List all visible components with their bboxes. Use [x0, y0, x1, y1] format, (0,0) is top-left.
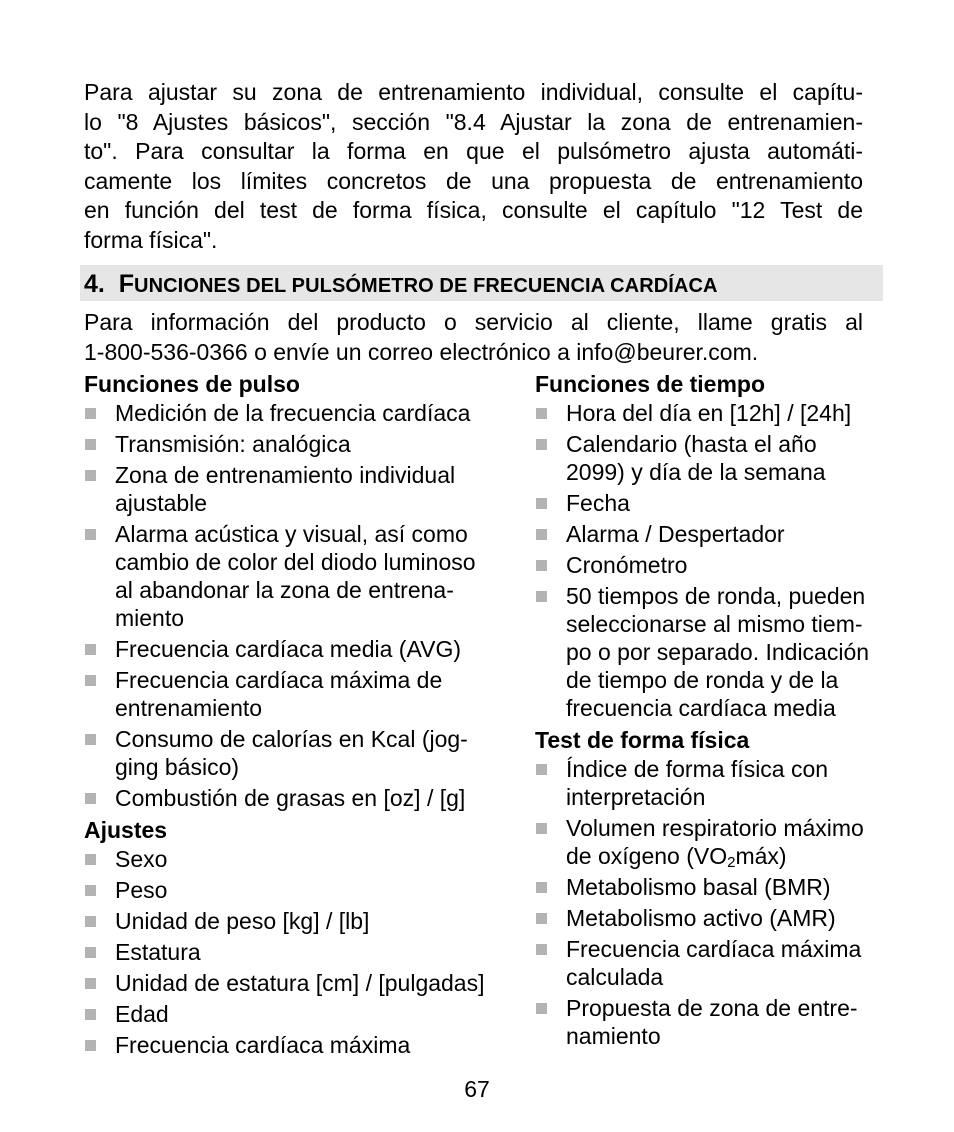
- section-heading: [84, 268, 718, 302]
- list-item-text: Unidad de peso [kg] / [lb]: [115, 908, 370, 934]
- section-title-initial: F: [118, 270, 135, 298]
- list-item: [535, 489, 895, 517]
- list-item-text: Zona de entrenamiento individual: [115, 462, 456, 488]
- intro-line: to". Para consultar la forma en que el pulsómetro ajusta automáti-: [84, 138, 863, 164]
- square-bullet-icon: [85, 885, 96, 896]
- square-bullet-icon: [536, 591, 547, 602]
- list-item-text: Frecuencia cardíaca media (AVG): [115, 636, 461, 662]
- square-bullet-icon: [85, 947, 96, 958]
- square-bullet-icon: [536, 764, 547, 775]
- vo2-subscript: 2: [727, 854, 736, 871]
- contact-line: 1-800-536-0366 o envíe un correo electrónico a info@beurer.com.: [84, 339, 759, 365]
- square-bullet-icon: [85, 793, 96, 804]
- list-item-text: Edad: [115, 1001, 169, 1027]
- list-item-text: Calendario (hasta el año: [566, 431, 817, 457]
- square-bullet-icon: [536, 882, 547, 893]
- list-item-text: namiento: [566, 1023, 661, 1049]
- square-bullet-icon: [536, 560, 547, 571]
- list-item: [84, 907, 514, 935]
- list-item-text: po o por separado. Indicación: [566, 639, 870, 665]
- list-item-text: cambio de color del diodo luminoso: [115, 549, 476, 575]
- list-item-text: Metabolismo basal (BMR): [566, 874, 831, 900]
- list-item-text: frecuencia cardíaca media: [566, 695, 836, 721]
- intro-line: Para ajustar su zona de entrenamiento individual, consulte el capítu-: [84, 79, 863, 105]
- list-item-text: Fecha: [566, 490, 630, 516]
- list-item: [535, 935, 895, 991]
- time-functions-title: Funciones de tiempo: [535, 371, 766, 397]
- list-item: [535, 873, 895, 901]
- list-item-text: al abandonar la zona de entrena-: [115, 577, 454, 603]
- list-item: [535, 551, 895, 579]
- square-bullet-icon: [85, 916, 96, 927]
- list-item: [84, 430, 514, 458]
- fitness-test-list: [535, 755, 895, 1050]
- list-item: [84, 666, 514, 722]
- list-item: [84, 635, 514, 663]
- square-bullet-icon: [536, 913, 547, 924]
- square-bullet-icon: [85, 644, 96, 655]
- square-bullet-icon: [536, 498, 547, 509]
- square-bullet-icon: [536, 944, 547, 955]
- list-item: [535, 399, 895, 427]
- settings-list: [84, 845, 514, 1059]
- square-bullet-icon: [85, 1040, 96, 1051]
- vo2-prefix: de oxígeno (VO: [566, 843, 728, 869]
- intro-line: lo "8 Ajustes básicos", sección "8.4 Ajustar la zona de entrenamien-: [84, 108, 863, 135]
- list-item-text: Volumen respiratorio máximo: [566, 815, 864, 841]
- list-item: [84, 938, 514, 966]
- square-bullet-icon: [85, 978, 96, 989]
- intro-line: en función del test de forma física, consulte el capítulo "12 Test de: [84, 197, 863, 223]
- list-item-text: Medición de la frecuencia cardíaca: [115, 400, 471, 426]
- intro-line: forma física".: [84, 226, 218, 253]
- fitness-test-title: Test de forma física: [535, 727, 750, 753]
- list-item-text: ajustable: [115, 490, 208, 516]
- square-bullet-icon: [85, 675, 96, 686]
- list-item-text: Frecuencia cardíaca máxima: [566, 936, 862, 962]
- intro-line: camente los límites concretos de una propuesta de entrenamiento: [84, 167, 863, 194]
- intro-paragraph: [84, 78, 863, 255]
- square-bullet-icon: [536, 408, 547, 419]
- list-item-text: Frecuencia cardíaca máxima de: [115, 667, 443, 693]
- page-number: 67: [464, 1076, 490, 1102]
- contact-paragraph: [84, 307, 863, 367]
- list-item-text: ging básico): [115, 754, 240, 780]
- list-item-text: Propuesta de zona de entre-: [566, 995, 858, 1021]
- list-item-text: 50 tiempos de ronda, pueden: [566, 583, 866, 609]
- list-item-text: seleccionarse al mismo tiem-: [566, 611, 863, 637]
- square-bullet-icon: [536, 1003, 547, 1014]
- vo2-suffix: máx): [735, 843, 787, 869]
- square-bullet-icon: [85, 470, 96, 481]
- list-item: [535, 582, 895, 722]
- list-item: [84, 1000, 514, 1028]
- list-item-text: Índice de forma física con: [566, 756, 829, 782]
- section-title-rest: UNCIONES DEL PULSÓMETRO DE FRECUENCIA CARDÍACA: [134, 275, 718, 297]
- list-item-text: Cronómetro: [566, 552, 688, 578]
- list-item: [84, 520, 514, 632]
- list-item-text: Transmisión: analógica: [115, 431, 351, 457]
- list-item-text: Unidad de estatura [cm] / [pulgadas]: [115, 970, 485, 996]
- square-bullet-icon: [85, 529, 96, 540]
- list-item-text: Estatura: [115, 939, 201, 965]
- list-item-text: Peso: [115, 877, 168, 903]
- time-functions-list: [535, 399, 895, 722]
- square-bullet-icon: [536, 823, 547, 834]
- list-item: [84, 1031, 514, 1059]
- contact-line: Para información del producto o servicio al cliente, llame gratis al: [84, 309, 863, 335]
- list-item-text: Alarma acústica y visual, así como: [115, 521, 468, 547]
- list-item: [84, 845, 514, 873]
- list-item-text: Consumo de calorías en Kcal (jog-: [115, 726, 468, 752]
- square-bullet-icon: [536, 529, 547, 540]
- square-bullet-icon: [85, 439, 96, 450]
- left-column: [84, 369, 514, 1062]
- settings-title: Ajustes: [84, 817, 168, 843]
- list-item-text: de tiempo de ronda y de la: [566, 667, 839, 693]
- list-item: [535, 994, 895, 1050]
- list-item: [535, 430, 895, 486]
- list-item: [84, 399, 514, 427]
- list-item-text: miento: [115, 605, 185, 631]
- list-item: [535, 755, 895, 811]
- list-item: [84, 969, 514, 997]
- square-bullet-icon: [85, 734, 96, 745]
- pulse-functions-list: [84, 399, 514, 812]
- section-number: 4.: [84, 270, 105, 298]
- pulse-functions-title: Funciones de pulso: [84, 371, 300, 397]
- square-bullet-icon: [85, 408, 96, 419]
- list-item: [535, 904, 895, 932]
- list-item-text: interpretación: [566, 784, 706, 810]
- list-item: [84, 725, 514, 781]
- list-item-text: Metabolismo activo (AMR): [566, 905, 836, 931]
- list-item-text: Combustión de grasas en [oz] / [g]: [115, 785, 466, 811]
- square-bullet-icon: [85, 854, 96, 865]
- list-item-text: Sexo: [115, 846, 168, 872]
- list-item-text: calculada: [566, 964, 664, 990]
- square-bullet-icon: [536, 439, 547, 450]
- list-item: [535, 520, 895, 548]
- list-item: [84, 461, 514, 517]
- square-bullet-icon: [85, 1009, 96, 1020]
- list-item: [84, 784, 514, 812]
- list-item-text: Alarma / Despertador: [566, 521, 785, 547]
- list-item-text: entrenamiento: [115, 695, 263, 721]
- list-item: [535, 814, 895, 870]
- vo2-line: [566, 842, 895, 870]
- list-item: [84, 876, 514, 904]
- right-column: [535, 369, 895, 1053]
- list-item-text: 2099) y día de la semana: [566, 459, 826, 485]
- list-item-text: Hora del día en [12h] / [24h]: [566, 400, 852, 426]
- list-item-text: Frecuencia cardíaca máxima: [115, 1032, 411, 1058]
